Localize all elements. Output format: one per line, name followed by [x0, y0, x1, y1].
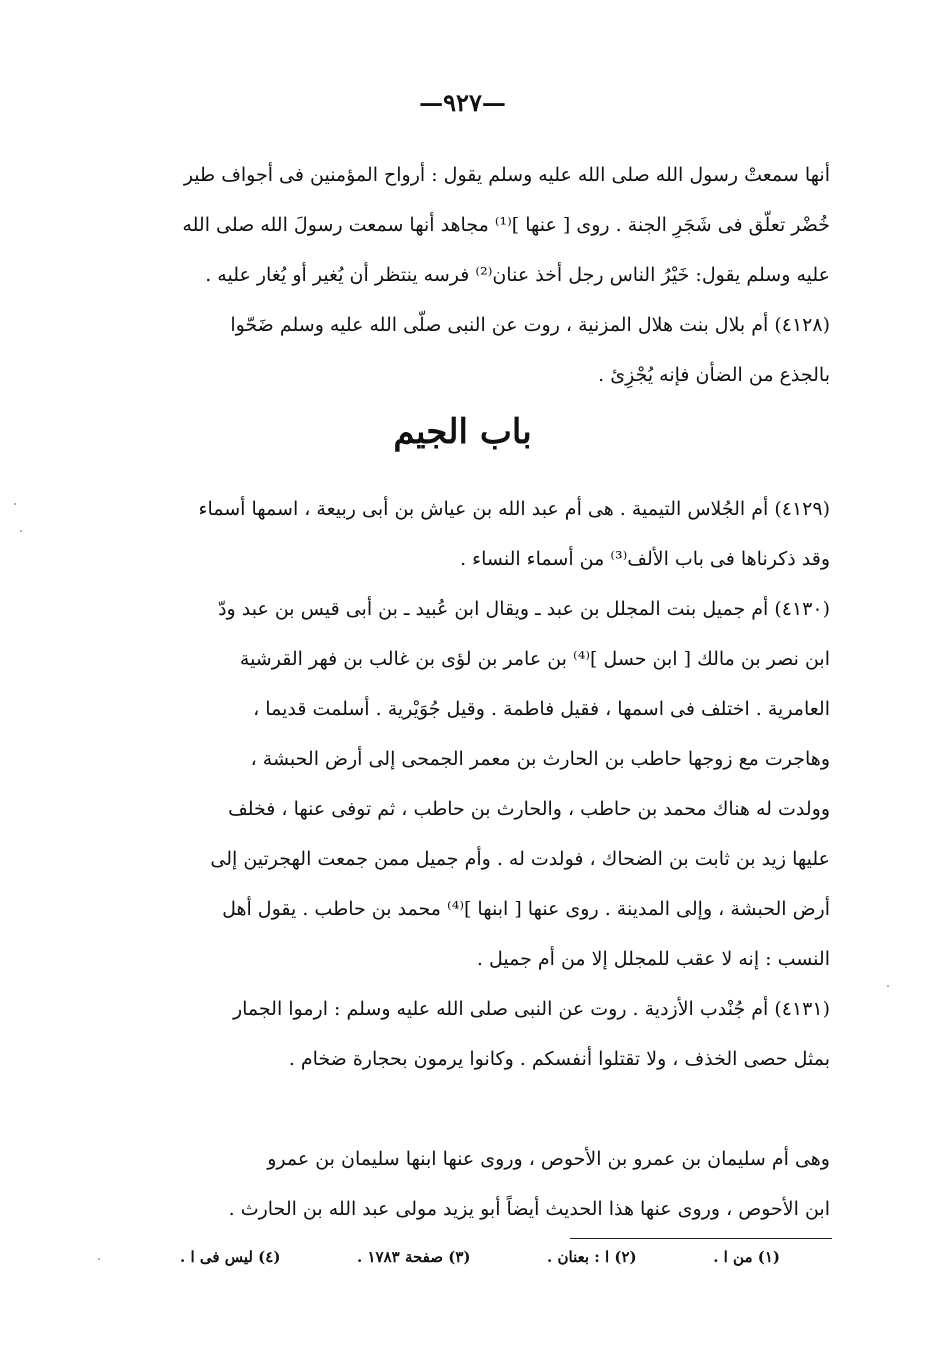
scan-speck	[14, 503, 16, 505]
text-line: بالجذع من الضأن فإنه يُجْزِئ .	[598, 364, 830, 386]
footnotes	[180, 1248, 780, 1266]
text-line: النسب : إنه لا عقب للمجلل إلا من أم جميل .	[476, 948, 830, 970]
text-line: أرض الحبشة ، وإلى المدينة . روى عنها [ ابنها ]⁽⁴⁾ محمد بن حاطب . يقول أهل	[222, 898, 830, 920]
footnote: (٤) ليس فى ا .	[180, 1248, 281, 1266]
text-line: (٤١٢٩) أم الجُلاس التيمية . هى أم عبد الله بن عياش بن أبى ربيعة ، اسمها أسماء	[198, 498, 830, 520]
footnote: (١) من ا .	[713, 1248, 780, 1266]
text-block-bottom	[160, 1134, 830, 1234]
text-line: أنها سمعتْ رسول الله صلى الله عليه وسلم يقول : أرواح المؤمنين فى أجواف طير	[183, 164, 830, 186]
text-block-middle	[160, 484, 830, 1084]
text-line: (٤١٣١) أم جُنْدب الأزدية . روت عن النبى صلى الله عليه وسلم : ارموا الجمار	[232, 998, 830, 1020]
text-line: وولدت له هناك محمد بن حاطب ، والحارث بن حاطب ، ثم توفى عنها ، فخلف	[228, 798, 830, 820]
text-line: (٤١٢٨) أم بلال بنت هلال المزنية ، روت عن النبى صلّى الله عليه وسلم ضَحّوا	[230, 314, 830, 336]
chapter-heading: باب الجيم	[393, 412, 532, 452]
text-line: وهى أم سليمان بن عمرو بن الأحوص ، وروى عنها ابنها سليمان بن عمرو	[267, 1148, 830, 1170]
text-line: عليه وسلم يقول: خَيْرُ الناس رجل أخذ عنان⁽²⁾ فرسه ينتظر أن يُغير أو يُغار عليه .	[205, 264, 830, 286]
text-line: العامرية . اختلف فى اسمها ، فقيل فاطمة . وقيل جُوَيْرية . أسلمت قديما ،	[253, 698, 830, 720]
page-number: —٩٢٧—	[419, 88, 506, 117]
footnote-divider	[570, 1238, 832, 1239]
footnote: (٢) ا : بعنان .	[547, 1248, 637, 1266]
text-line: ابن الأحوص ، وروى عنها هذا الحديث أيضاً أبو يزيد مولى عبد الله بن الحارث .	[228, 1198, 830, 1220]
text-block-top	[160, 150, 830, 400]
text-line: وقد ذكرناها فى باب الألف⁽³⁾ من أسماء النساء .	[460, 548, 830, 570]
text-line: وهاجرت مع زوجها حاطب بن الحارث بن معمر الجمحى إلى أرض الحبشة ،	[250, 748, 830, 770]
text-line: خُضْر تعلّق فى شَجَرِ الجنة . روى [ عنها ]⁽¹⁾ مجاهد أنها سمعت رسولَ الله صلى الله	[182, 214, 830, 236]
text-line: عليها زيد بن ثابت بن الضحاك ، فولدت له . وأم جميل ممن جمعت الهجرتين إلى	[210, 848, 830, 870]
text-line: ابن نصر بن مالك [ ابن حسل ]⁽⁴⁾ بن عامر بن لؤى بن غالب بن فهر القرشية	[239, 648, 830, 670]
text-line: بمثل حصى الخذف ، ولا تقتلوا أنفسكم . وكانوا يرمون بحجارة ضخام .	[288, 1048, 830, 1070]
scan-speck	[98, 1258, 100, 1260]
footnote: (٣) صفحة ١٧٨٣ .	[357, 1248, 471, 1266]
scan-speck	[887, 985, 889, 987]
text-line: (٤١٣٠) أم جميل بنت المجلل بن عبد ـ ويقال ابن عُبيد ـ بن أبى قيس بن عبد ودّ	[218, 598, 830, 620]
scan-speck	[20, 530, 22, 532]
